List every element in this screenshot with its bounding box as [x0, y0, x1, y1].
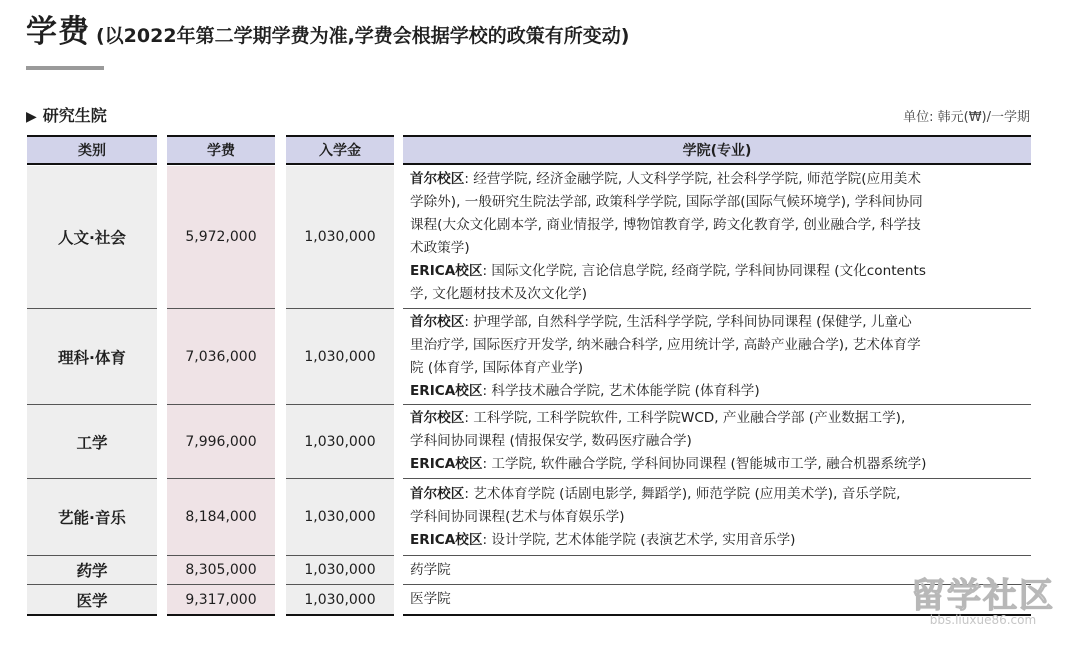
college-text: : 国际文化学院, 言论信息学院, 经商学院, 学科间协同课程 (文化contents [482, 263, 926, 279]
campus-label: ERICA校区 [410, 382, 483, 399]
campus-label: 首尔校区 [410, 171, 465, 187]
watermark-title: 留学社区 [911, 576, 1055, 616]
table-bottom-rule [167, 614, 275, 616]
row-divider [403, 404, 1031, 405]
table-top-rule [27, 135, 157, 137]
column-header: 学院(专业) [403, 137, 1031, 165]
campus-label: 首尔校区 [410, 313, 465, 330]
campus-label: ERICA校区 [410, 456, 483, 472]
college-cell [410, 407, 1032, 476]
row-divider [403, 555, 1031, 556]
tuition-cell: 7,996,000 [167, 405, 275, 478]
college-text: 里治疗学, 国际医疗开发学, 纳米融合科学, 应用统计学, 高龄产业融合学), 艺术体育学 [410, 336, 921, 353]
table-bottom-rule [27, 614, 157, 616]
category-cell: 理科·体育 [27, 309, 157, 404]
college-text: 学科间协同课程(艺术与体育娱乐学) [410, 508, 625, 525]
page-note: (以2022年第二学期学费为准,学费会根据学校的政策有所变动) [96, 25, 630, 47]
college-cell [410, 168, 1032, 306]
college-text: 术政策学) [410, 240, 470, 256]
entrance-fee-cell: 1,030,000 [286, 556, 394, 584]
tuition-cell: 8,305,000 [167, 556, 275, 584]
page-header [26, 6, 629, 51]
entrance-fee-cell: 1,030,000 [286, 166, 394, 308]
college-line [410, 506, 1032, 529]
tuition-cell: 7,036,000 [167, 309, 275, 404]
category-cell: 艺能·音乐 [27, 479, 157, 555]
tuition-cell: 9,317,000 [167, 585, 275, 614]
table-bottom-rule [286, 614, 394, 616]
college-cell [410, 311, 1032, 403]
college-text: : 护理学部, 自然科学学院, 生活科学学院, 学科间协同课程 (保健学, 儿童心 [464, 313, 912, 330]
college-line [410, 483, 1032, 506]
college-text: : 经营学院, 经济金融学院, 人文科学学院, 社会科学学院, 师范学院(应用美术 [464, 171, 921, 187]
college-line [410, 283, 1032, 306]
college-line [410, 168, 1032, 191]
unit-note: 单位: 韩元(₩)/一学期 [903, 110, 1030, 125]
section-heading [26, 103, 107, 126]
college-text: 学科间协同课程 (情报保安学, 数码医疗融合学) [410, 433, 692, 449]
college-line [410, 453, 1032, 476]
college-text: : 设计学院, 艺术体能学院 (表演艺术学, 实用音乐学) [482, 531, 796, 548]
category-cell: 工学 [27, 405, 157, 478]
column-header: 入学金 [286, 137, 394, 165]
category-cell: 医学 [27, 585, 157, 614]
college-line [410, 357, 1032, 380]
college-text: : 工科学院, 工科学院软件, 工科学院WCD, 产业融合学部 (产业数据工学), [464, 410, 906, 426]
college-text: 医学院 [410, 591, 451, 607]
row-divider [403, 308, 1031, 309]
college-cell [410, 483, 1032, 552]
college-text: 药学院 [410, 561, 451, 578]
entrance-fee-cell: 1,030,000 [286, 585, 394, 614]
college-text: 课程(大众文化剧本学, 商业情报学, 博物馆教育学, 跨文化教育学, 创业融合学, 科学技 [410, 217, 921, 233]
entrance-fee-cell: 1,030,000 [286, 479, 394, 555]
college-line [410, 311, 1032, 334]
entrance-fee-cell: 1,030,000 [286, 405, 394, 478]
tuition-cell: 5,972,000 [167, 166, 275, 308]
college-line [410, 334, 1032, 357]
college-line [410, 380, 1032, 403]
title-underline [26, 66, 104, 70]
college-line [410, 430, 1032, 453]
tuition-cell: 8,184,000 [167, 479, 275, 555]
college-line [410, 529, 1032, 552]
college-line [410, 407, 1032, 430]
table-top-rule [403, 135, 1031, 137]
college-line [410, 260, 1032, 283]
category-cell: 人文·社会 [27, 166, 157, 308]
watermark-url: bbs.liuxue86.com [929, 613, 1037, 627]
college-line [410, 214, 1032, 237]
watermark [911, 568, 1055, 627]
category-cell: 药学 [27, 556, 157, 584]
column-header: 类别 [27, 137, 157, 165]
campus-label: 首尔校区 [410, 410, 465, 426]
entrance-fee-cell: 1,030,000 [286, 309, 394, 404]
section-title: 研究生院 [42, 106, 107, 125]
row-divider [403, 478, 1031, 479]
campus-label: ERICA校区 [410, 531, 483, 548]
college-text: 学, 文化题材技术及次文化学) [410, 286, 588, 302]
campus-label: ERICA校区 [410, 263, 483, 279]
table-top-rule [286, 135, 394, 137]
campus-label: 首尔校区 [410, 485, 465, 502]
triangle-icon: ▶ [26, 109, 37, 125]
college-text: 院 (体育学, 国际体育产业学) [410, 359, 584, 376]
college-line [410, 237, 1032, 260]
college-line [410, 191, 1032, 214]
page-title: 学费 [26, 14, 90, 50]
college-text: : 工学院, 软件融合学院, 学科间协同课程 (智能城市工学, 融合机器系统学) [482, 456, 927, 472]
table-top-rule [167, 135, 275, 137]
college-text: 学除外), 一般研究生院法学部, 政策科学学院, 国际学部(国际气候环境学), 学科间协同 [410, 194, 923, 210]
column-header: 学费 [167, 137, 275, 165]
college-text: : 科学技术融合学院, 艺术体能学院 (体育科学) [482, 382, 760, 399]
college-text: : 艺术体育学院 (话剧电影学, 舞蹈学), 师范学院 (应用美术学), 音乐学院, [464, 485, 901, 502]
